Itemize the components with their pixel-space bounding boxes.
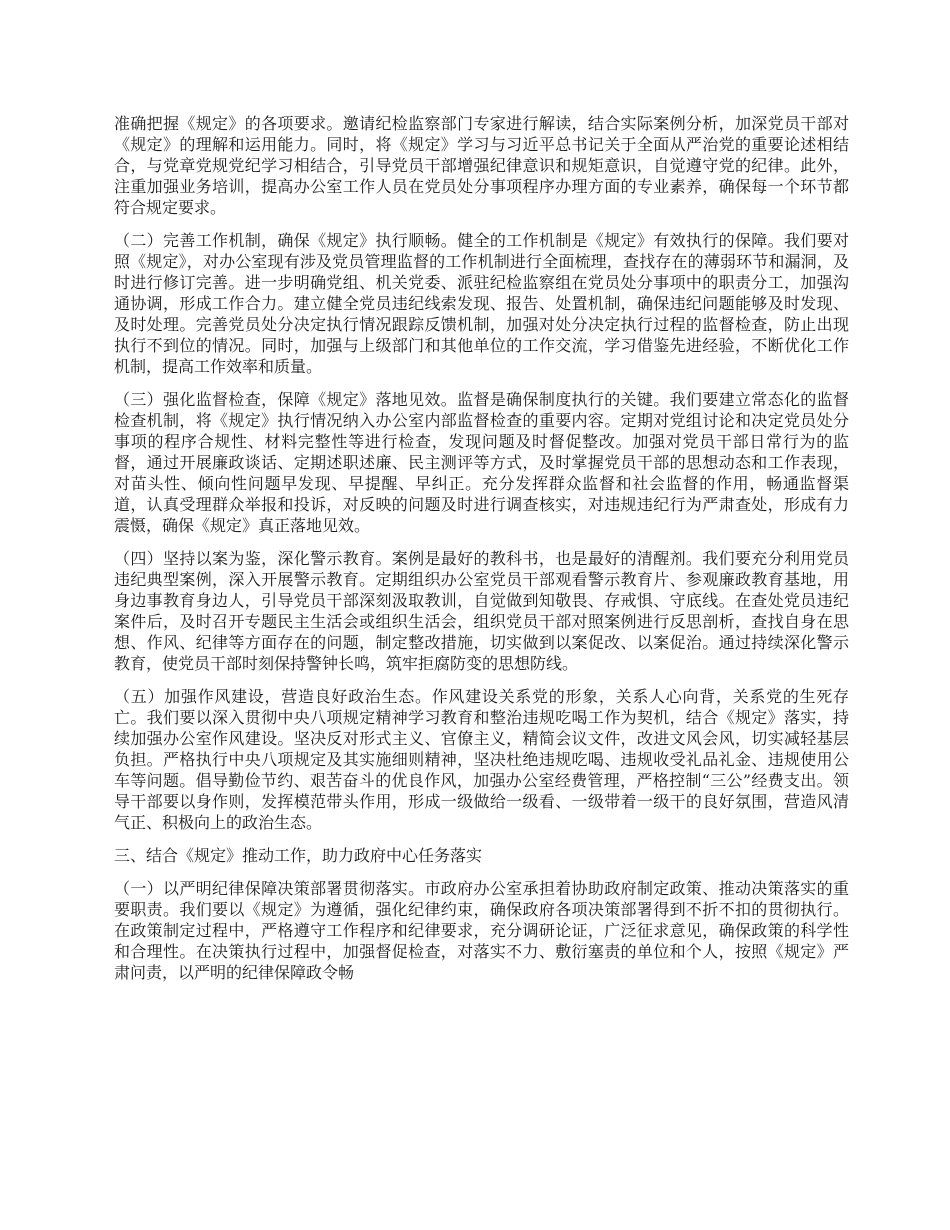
paragraph-supervision: （三）强化监督检查，保障《规定》落地见效。监督是确保制度执行的关键。我们要建立常态化的监督检查机制，将《规定》执行情况纳入办公室内部监督检查的重要内容。定期对党组讨论和决定党员处分事项的程序合规性、材料完整性等进行检查，发现问题及时督促整改。加强对党员干部日常行为的监督，通过开展廉政谈话、定期述职述廉、民主测评等方式，及时掌握党员干部的思想动态和工作表现，对苗头性、倾向性问题早发现、早提醒、早纠正。充分发挥群众监督和社会监督的作用，畅通监督渠道，认真受理群众举报和投诉，对反映的问题及时进行调查核实，对违规违纪行为严肃查处，形成有力震慑，确保《规定》真正落地见效。	[114, 390, 849, 535]
section-heading: 三、结合《规定》推动工作，助力政府中心任务落实	[114, 846, 483, 865]
paragraph-work-style: （五）加强作风建设，营造良好政治生态。作风建设关系党的形象，关系人心向背，关系党的生死存亡。我们要以深入贯彻中央八项规定精神学习教育和整治违规吃喝工作为契机，结合《规定》落实，持续加强办公室作风建设。坚决反对形式主义、官僚主义，精简会议文件，改进文风会风，切实减轻基层负担。严格执行中央八项规定及其实施细则精神，坚决杜绝违规吃喝、违规收受礼品礼金、违规使用公车等问题。倡导勤俭节约、艰苦奋斗的优良作风，加强办公室经费管理，严格控制“三公”经费支出。领导干部要以身作则，发挥模范带头作用，形成一级做给一级看、一级带着一级干的良好氛围，营造风清气正、积极向上的政治生态。	[114, 687, 849, 832]
document-body	[114, 113, 849, 995]
paragraph-discipline-decisions: （一）以严明纪律保障决策部署贯彻落实。市政府办公室承担着协助政府制定政策、推动决策落实的重要职责。我们要以《规定》为遵循，强化纪律约束，确保政府各项决策部署得到不折不扣的贯彻执行。在政策制定过程中，严格遵守工作程序和纪律要求，充分调研论证，广泛征求意见，确保政策的科学性和合理性。在决策执行过程中，加强督促检查，对落实不力、敷衍塞责的单位和个人，按照《规定》严肃问责，以严明的纪律保障政令畅	[114, 879, 849, 982]
paragraph-training: 准确把握《规定》的各项要求。邀请纪检监察部门专家进行解读，结合实际案例分析，加深党员干部对《规定》的理解和运用能力。同时，将《规定》学习与习近平总书记关于全面从严治党的重要论述相结合，与党章党规党纪学习相结合，引导党员干部增强纪律意识和规矩意识，自觉遵守党的纪律。此外，注重加强业务培训，提高办公室工作人员在党员处分事项程序办理方面的专业素养，确保每一个环节都符合规定要求。	[114, 114, 849, 217]
paragraph-warning-education: （四）坚持以案为鉴，深化警示教育。案例是最好的教科书，也是最好的清醒剂。我们要充分利用党员违纪典型案例，深入开展警示教育。定期组织办公室党员干部观看警示教育片、参观廉政教育基地，用身边事教育身边人，引导党员干部深刻汲取教训，自觉做到知敬畏、存戒惧、守底线。在查处党员违纪案件后，及时召开专题民主生活会或组织生活会，组织党员干部对照案例进行反思剖析，查找自身在思想、作风、纪律等方面存在的问题，制定整改措施，切实做到以案促改、以案促治。通过持续深化警示教育，使党员干部时刻保持警钟长鸣，筑牢拒腐防变的思想防线。	[114, 549, 849, 673]
paragraph-work-mechanism: （二）完善工作机制，确保《规定》执行顺畅。健全的工作机制是《规定》有效执行的保障。我们要对照《规定》，对办公室现有涉及党员管理监督的工作机制进行全面梳理，查找存在的薄弱环节和漏洞，及时进行修订完善。进一步明确党组、机关党委、派驻纪检监察组在党员处分事项中的职责分工，加强沟通协调，形成工作合力。建立健全党员违纪线索发现、报告、处置机制，确保违纪问题能够及时发现、及时处理。完善党员处分决定执行情况跟踪反馈机制，加强对处分决定执行过程的监督检查，防止出现执行不到位的情况。同时，加强与上级部门和其他单位的工作交流，学习借鉴先进经验，不断优化工作机制，提高工作效率和质量。	[114, 231, 849, 376]
